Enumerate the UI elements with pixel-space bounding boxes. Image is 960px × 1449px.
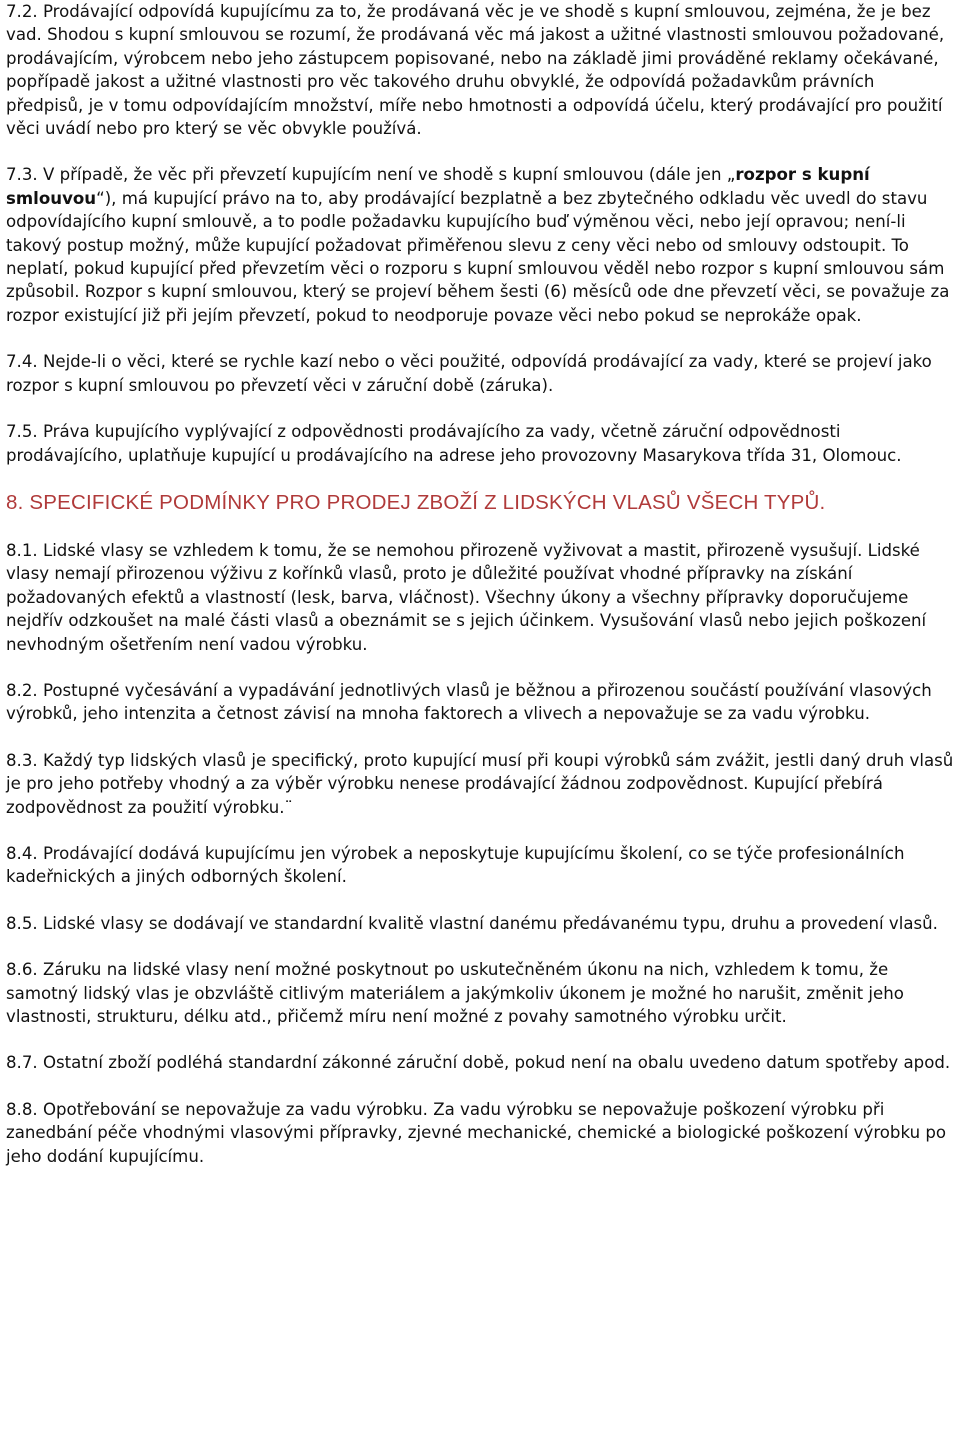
clause-number: 8.2. bbox=[6, 680, 38, 700]
clause-8-4 bbox=[6, 842, 956, 889]
clause-7-5 bbox=[6, 420, 956, 467]
clause-8-3 bbox=[6, 749, 956, 819]
clause-7-3 bbox=[6, 163, 956, 327]
clause-8-1 bbox=[6, 539, 956, 656]
clause-text: Lidské vlasy se vzhledem k tomu, že se nemohou přirozeně vyživovat a mastit, přirozeně vysušují. Lidské vlasy nemají přirozenou výživu z kořínků vlasů, proto je důležité používat vhodné přípravky na získání požadovaných efektů a vlastností (lesk, barva, vláčnost). Všechny úkony a všechny přípravky doporučujeme nejdřív odzkoušet na malé části vlasů a obeznámit se s jejich účinkem. Vysušování vlasů nebo jejich poškození nevhodným ošetřením není vadou výrobku. bbox=[6, 540, 927, 654]
clause-number: 7.3. bbox=[6, 165, 38, 185]
clause-number: 7.4. bbox=[6, 352, 38, 372]
clause-number: 8.3. bbox=[6, 750, 38, 770]
document-page bbox=[6, 0, 956, 1168]
clause-number: 8.8. bbox=[6, 1099, 38, 1119]
clause-7-4 bbox=[6, 350, 956, 397]
clause-number: 8.5. bbox=[6, 913, 38, 933]
clause-text: Prodávající odpovídá kupujícímu za to, že prodávaná věc je ve shodě s kupní smlouvou, zejména, že je bez vad. Shodou s kupní smlouvou se rozumí, že prodávaná věc má jakost a užitné vlastnosti smlouvou požadované, prodávajícím, výrobcem nebo jeho zástupcem popisované, nebo na základě jimi prováděné reklamy očekávané, popřípadě jakost a užitné vlastnosti pro věc takového druhu obvyklé, že odpovídá požadavkům právních předpisů, je v tomu odpovídajícím množství, míře nebo hmotnosti a odpovídá účelu, který prodávající pro použití věci uvádí nebo pro který se věc obvykle používá. bbox=[6, 2, 945, 139]
clause-number: 8.6. bbox=[6, 960, 38, 980]
defined-term: rozpor s kupní smlouvou bbox=[6, 165, 870, 208]
clause-number: 8.7. bbox=[6, 1053, 38, 1073]
clause-text: Postupné vyčesávání a vypadávání jednotlivých vlasů je běžnou a přirozenou součástí používání vlasových výrobků, jeho intenzita a četnost závisí na mnoha faktorech a vlivech a nepovažuje se za vadu výrobku. bbox=[6, 680, 932, 724]
clause-text: Opotřebování se nepovažuje za vadu výrobku. Za vadu výrobku se nepovažuje poškození výrobku při zanedbání péče vhodnými vlasovými přípravky, zjevné mechanické, chemické a biologické poškození výrobku po jeho dodání kupujícímu. bbox=[6, 1099, 947, 1166]
clause-text: Práva kupujícího vyplývající z odpovědnosti prodávajícího za vady, včetně záruční odpovědnosti prodávajícího, uplatňuje kupující u prodávajícího na adrese jeho provozovny Masarykova třída 31, Olomouc. bbox=[6, 422, 902, 465]
clause-number: 7.2. bbox=[6, 2, 38, 21]
clause-text-after: “), má kupující právo na to, aby prodávající bezplatně a bez zbytečného odkladu věc uvedl do stavu odpovídajícího kupní smlouvě, a to podle požadavku kupujícího buď výměnou věci, nebo její opravou; není-li takový postup možný, může kupující požadovat přiměřenou slevu z ceny věci nebo od smlouvy odstoupit. To neplatí, pokud kupující před převzetím věci o rozporu s kupní smlouvou věděl nebo rozpor s kupní smlouvou sám způsobil. Rozpor s kupní smlouvou, který se projeví během šesti (6) měsíců ode dne převzetí věci, se považuje za rozpor existující již při jejím převzetí, pokud to neodporuje povaze věci nebo pokud se neprokáže opak. bbox=[6, 188, 950, 325]
section-heading: 8. SPECIFICKÉ PODMÍNKY PRO PRODEJ ZBOŽÍ Z LIDSKÝCH VLASŮ VŠECH TYPŮ. bbox=[6, 490, 826, 514]
clause-8-6 bbox=[6, 958, 956, 1028]
clause-8-5 bbox=[6, 912, 956, 935]
clause-text-before: V případě, že věc při převzetí kupujícím není ve shodě s kupní smlouvou (dále jen „ bbox=[42, 165, 736, 185]
clause-8-8 bbox=[6, 1098, 956, 1168]
clause-8-2 bbox=[6, 679, 956, 726]
clause-text: Každý typ lidských vlasů je specifický, proto kupující musí při koupi výrobků sám zvážit, jestli daný druh vlasů je pro jeho potřeby vhodný a za výběr výrobku nenese prodávající žádnou zodpovědnost. Kupující přebírá zodpovědnost za použití výrobku.¨ bbox=[6, 750, 954, 817]
clause-text: Záruku na lidské vlasy není možné poskytnout po uskutečněném úkonu na nich, vzhledem k tomu, že samotný lidský vlas je obzvláště citlivým materiálem a jakýmkoliv úkonem je možné ho narušit, změnit jeho vlastnosti, strukturu, délku atd., přičemž míru není možné z povahy samotného výrobku určit. bbox=[6, 960, 904, 1026]
clause-text: Ostatní zboží podléhá standardní zákonné záruční době, pokud není na obalu uvedeno datum spotřeby apod. bbox=[42, 1053, 951, 1073]
clause-text: Prodávající dodává kupujícímu jen výrobek a neposkytuje kupujícímu školení, co se týče profesionálních kadeřnických a jiných odborných školení. bbox=[6, 843, 905, 887]
clause-text: Lidské vlasy se dodávají ve standardní kvalitě vlastní danému předávanému typu, druhu a provedení vlasů. bbox=[42, 913, 938, 933]
clause-7-2 bbox=[6, 0, 956, 140]
clause-number: 8.1. bbox=[6, 540, 38, 560]
clause-8-7 bbox=[6, 1051, 956, 1074]
clause-number: 8.4. bbox=[6, 843, 38, 863]
clause-number: 7.5. bbox=[6, 422, 38, 442]
clause-text: Nejde-li o věci, které se rychle kazí nebo o věci použité, odpovídá prodávající za vady, které se projeví jako rozpor s kupní smlouvou po převzetí věci v záruční době (záruka). bbox=[6, 352, 932, 395]
